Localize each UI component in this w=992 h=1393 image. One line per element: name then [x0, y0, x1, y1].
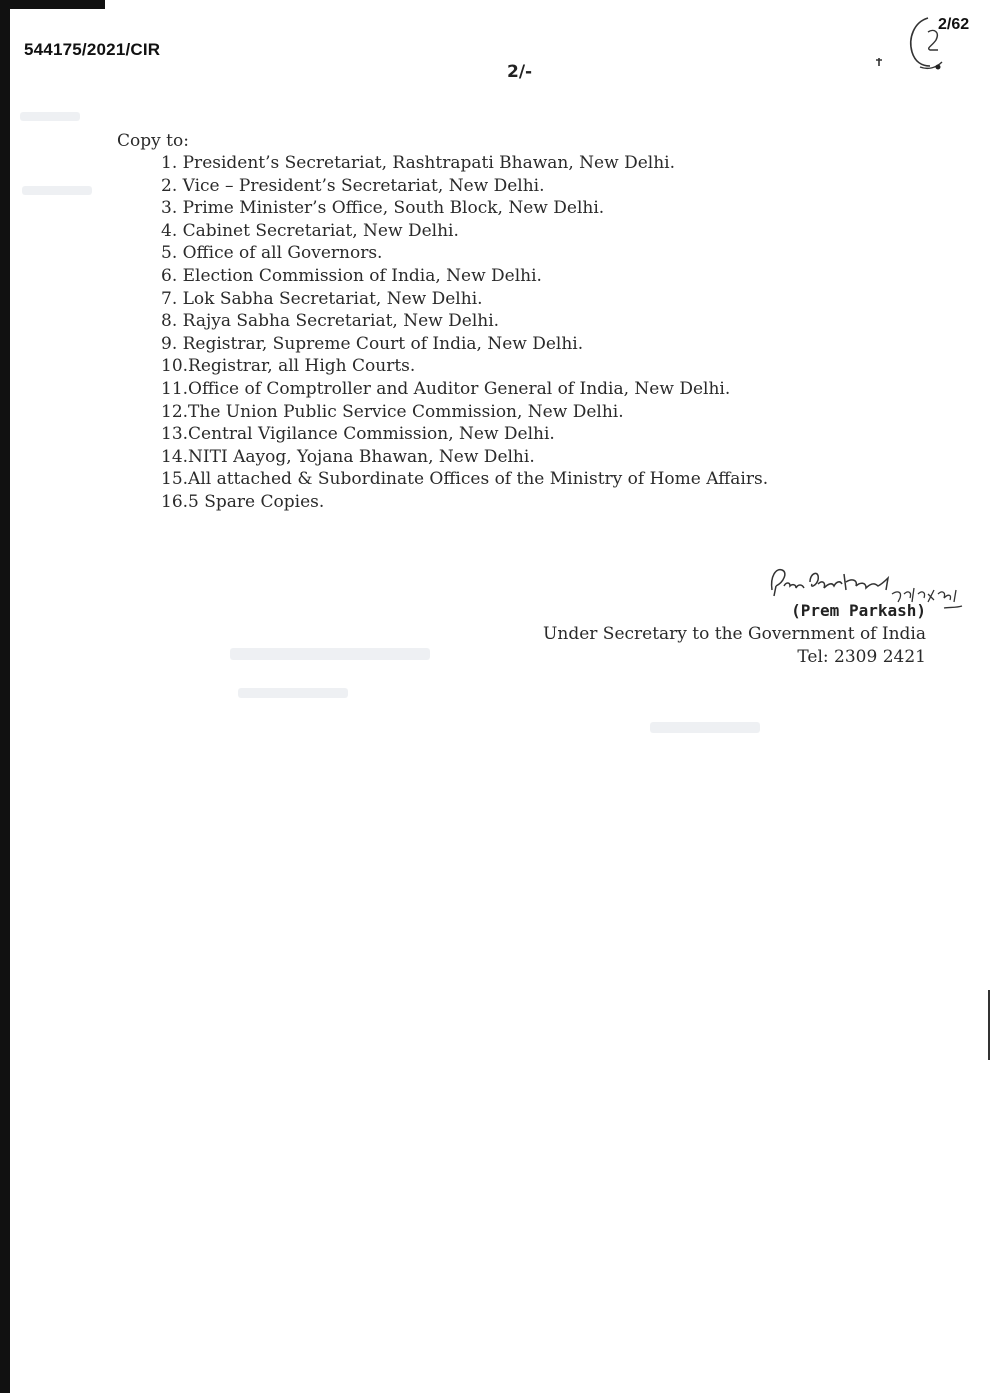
bleed-through-mark	[22, 186, 92, 195]
scan-edge-right	[988, 990, 990, 1060]
recipient-item: 4. Cabinet Secretariat, New Delhi.	[161, 220, 459, 241]
page-number-stamp	[870, 12, 950, 74]
signatory-designation: Under Secretary to the Government of India	[543, 624, 926, 644]
recipient-item: 11.Office of Comptroller and Auditor General of India, New Delhi.	[161, 378, 731, 399]
page-count: 2/62	[938, 16, 970, 33]
scan-edge-left	[0, 0, 10, 1393]
scan-edge-top	[0, 0, 105, 9]
recipient-item: 9. Registrar, Supreme Court of India, New Delhi.	[161, 333, 584, 354]
recipient-item: 6. Election Commission of India, New Delhi.	[161, 265, 542, 286]
diary-number: 544175/2021/CIR	[24, 40, 161, 59]
signatory-name: (Prem Parkash)	[791, 601, 926, 620]
recipient-item: 15.All attached & Subordinate Offices of the Ministry of Home Affairs.	[161, 469, 769, 490]
recipient-item: 10.Registrar, all High Courts.	[161, 356, 416, 377]
recipient-item: 8. Rajya Sabha Secretariat, New Delhi.	[161, 311, 500, 332]
recipient-item: 3. Prime Minister’s Office, South Block, New Delhi.	[161, 198, 605, 219]
recipient-item: 1. President’s Secretariat, Rashtrapati Bhawan, New Delhi.	[161, 153, 675, 173]
recipient-item: 5. Office of all Governors.	[161, 243, 383, 264]
recipient-item: 14.NITI Aayog, Yojana Bhawan, New Delhi.	[161, 446, 535, 467]
page-marker: 2/-	[507, 62, 533, 82]
recipient-item: 7. Lok Sabha Secretariat, New Delhi.	[161, 288, 483, 309]
bleed-through-mark	[238, 688, 348, 698]
recipient-item: 2. Vice – President’s Secretariat, New Delhi.	[161, 175, 545, 196]
recipient-item: 16.5 Spare Copies.	[161, 491, 325, 512]
recipient-list	[161, 152, 768, 514]
recipient-item: 13.Central Vigilance Commission, New Delhi.	[161, 424, 555, 445]
bleed-through-mark	[20, 112, 80, 121]
recipient-item: 12.The Union Public Service Commission, New Delhi.	[161, 401, 624, 422]
signatory-telephone: Tel: 2309 2421	[797, 647, 926, 667]
bleed-through-mark	[230, 648, 430, 660]
bleed-through-mark	[650, 722, 760, 733]
copy-to-label: Copy to:	[117, 131, 189, 151]
